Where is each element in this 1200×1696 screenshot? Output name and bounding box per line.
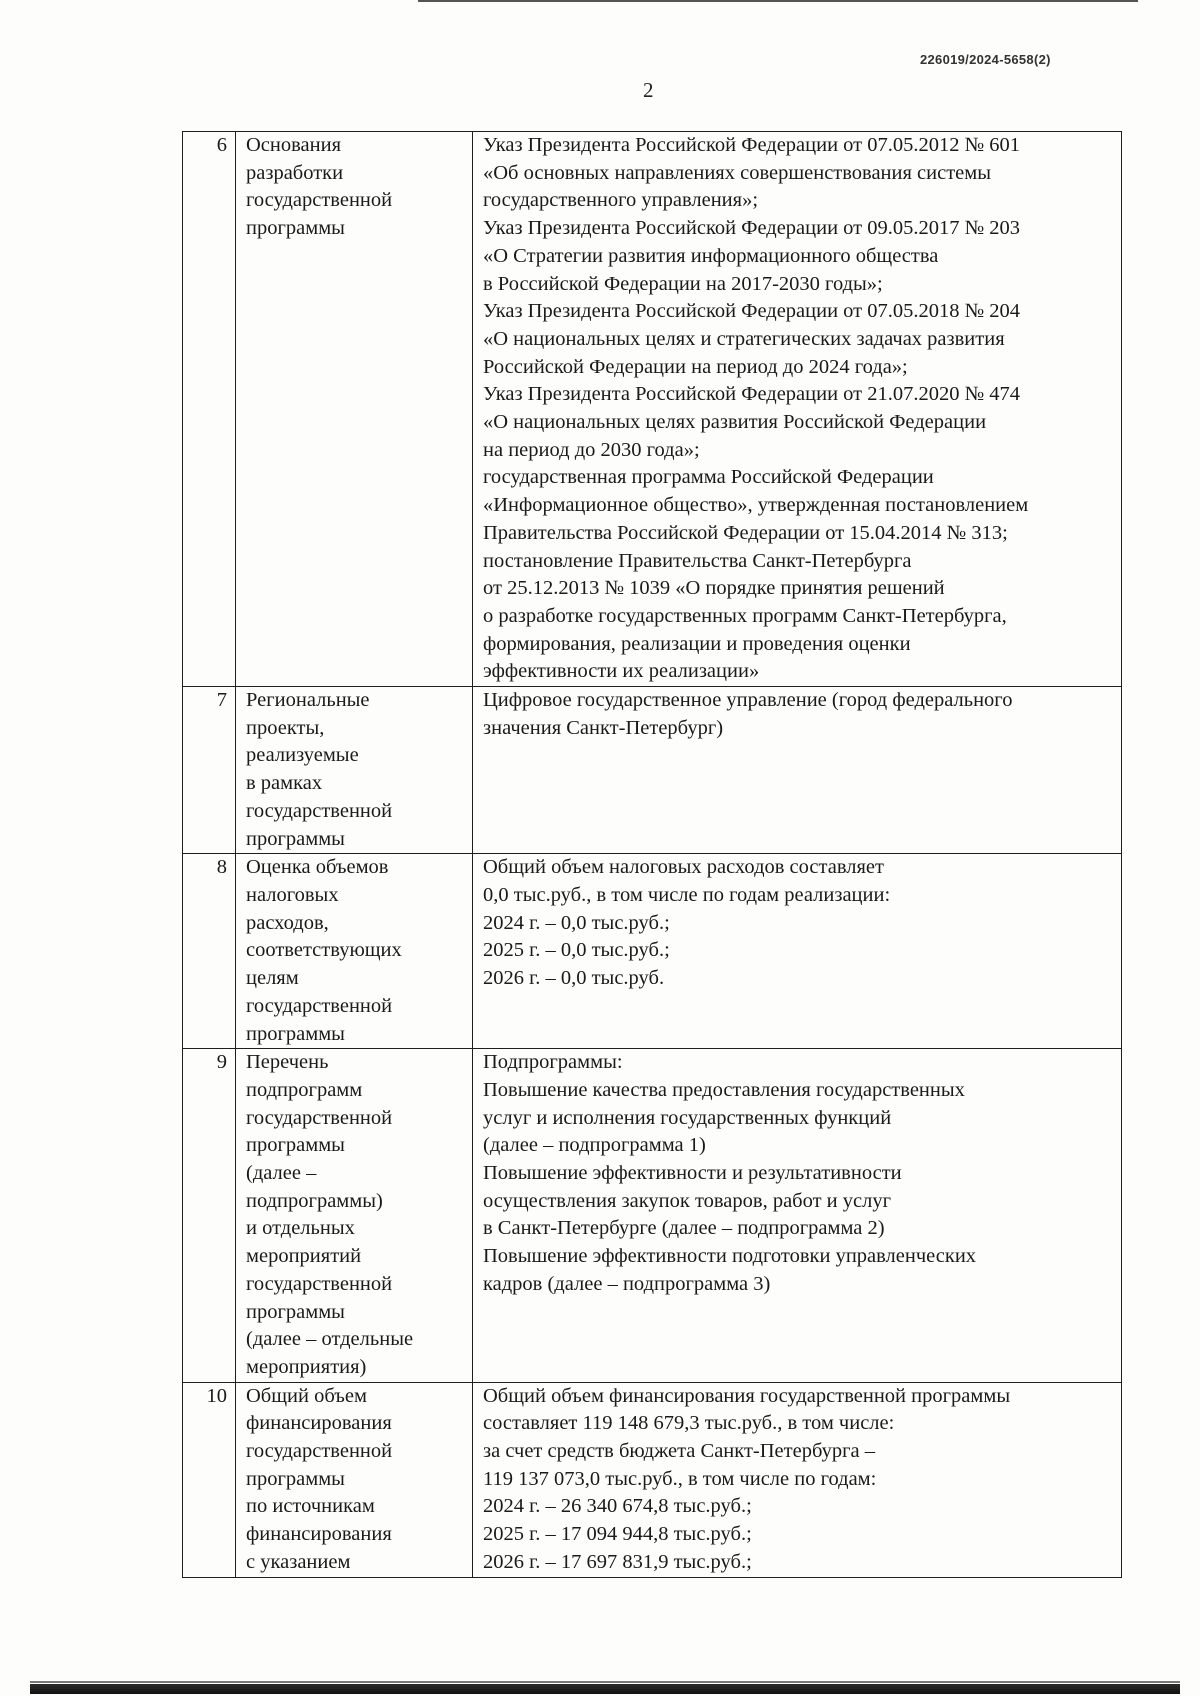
row-content-line: 2025 г. – 0,0 тыс.руб.; <box>483 939 670 962</box>
row-number-cell: 9 <box>183 1049 236 1382</box>
row-name-line: подпрограммы) <box>246 1189 383 1212</box>
table-row <box>183 687 1122 854</box>
row-content-cell <box>473 854 1122 1049</box>
row-name-line: Региональные <box>246 689 370 712</box>
row-content-line: Общий объем финансирования государственной программы <box>483 1384 1011 1407</box>
row-content-line: Указ Президента Российской Федерации от 21.07.2020 № 474 <box>483 383 1021 406</box>
row-content-cell <box>473 1382 1122 1577</box>
row-name-line: Оценка объемов <box>246 856 389 879</box>
row-name-cell <box>236 854 473 1049</box>
row-name-line: мероприятия) <box>246 1355 367 1378</box>
row-content-line: кадров (далее – подпрограмма 3) <box>483 1272 771 1295</box>
row-content-line: «О национальных целях и стратегических задачах развития <box>483 327 1005 350</box>
row-name-line: проекты, <box>246 716 325 739</box>
row-name-line: подпрограмм <box>246 1078 363 1101</box>
row-content-line: формирования, реализации и проведения оценки <box>483 632 911 655</box>
row-name-line: разработки <box>246 161 344 184</box>
row-name-line: целям <box>246 967 299 990</box>
row-content-line: 2025 г. – 17 094 944,8 тыс.руб.; <box>483 1523 752 1546</box>
row-name-line: финансирования <box>246 1523 392 1546</box>
row-name-line: налоговых <box>246 883 339 906</box>
scan-bottom-edge <box>30 1684 1180 1694</box>
row-content-line: постановление Правительства Санкт-Петербурга <box>483 549 912 572</box>
row-name-line: с указанием <box>246 1550 351 1573</box>
row-content-line: о разработке государственных программ Санкт-Петербурга, <box>483 604 1007 627</box>
row-content-line: Указ Президента Российской Федерации от 07.05.2018 № 204 <box>483 300 1021 323</box>
passport-table-body <box>183 132 1122 1578</box>
row-name-line: (далее – отдельные <box>246 1328 414 1351</box>
row-content-line: Российской Федерации на период до 2024 года»; <box>483 355 908 378</box>
row-number-cell: 8 <box>183 854 236 1049</box>
program-passport-table <box>182 131 1122 1578</box>
row-name-line: расходов, <box>246 911 329 934</box>
table-row <box>183 1382 1122 1577</box>
row-content-line: услуг и исполнения государственных функций <box>483 1106 892 1129</box>
scan-top-rule <box>418 0 1138 2</box>
row-name-line: финансирования <box>246 1412 392 1435</box>
row-name-line: Основания <box>246 134 342 156</box>
row-content-line: Подпрограммы: <box>483 1051 623 1074</box>
row-name-line: государственной <box>246 189 393 212</box>
row-content-line: (далее – подпрограмма 1) <box>483 1134 706 1157</box>
row-content-cell <box>473 132 1122 687</box>
row-content-cell <box>473 687 1122 854</box>
row-name-line: Общий объем <box>246 1384 367 1407</box>
page-number: 2 <box>643 78 654 102</box>
row-name-line: реализуемые <box>246 744 359 767</box>
row-name-line: и отдельных <box>246 1217 355 1240</box>
row-name-line: программы <box>246 1300 345 1323</box>
row-name-line: программы <box>246 827 345 850</box>
row-content-line: 2024 г. – 0,0 тыс.руб.; <box>483 911 670 934</box>
row-content-line: Указ Президента Российской Федерации от 07.05.2012 № 601 <box>483 134 1021 156</box>
row-number-cell: 10 <box>183 1382 236 1577</box>
row-content-line: эффективности их реализации» <box>483 660 760 683</box>
row-name-line: государственной <box>246 1440 393 1463</box>
scan-bottom-thin-rule <box>30 1681 1180 1683</box>
row-content-line: «Об основных направлениях совершенствования системы <box>483 161 992 184</box>
row-content-line: Повышение качества предоставления государственных <box>483 1078 965 1101</box>
row-content-line: за счет средств бюджета Санкт-Петербурга – <box>483 1440 875 1463</box>
row-name-line: программы <box>246 1467 345 1490</box>
row-name-cell <box>236 132 473 687</box>
table-row <box>183 854 1122 1049</box>
row-name-cell <box>236 1049 473 1382</box>
row-name-line: программы <box>246 1022 345 1045</box>
row-number-cell: 7 <box>183 687 236 854</box>
document-registration-number: 226019/2024-5658(2) <box>920 52 1051 67</box>
row-content-cell <box>473 1049 1122 1382</box>
table-row <box>183 1049 1122 1382</box>
row-content-line: 0,0 тыс.руб., в том числе по годам реализации: <box>483 883 891 906</box>
row-name-line: государственной <box>246 1106 393 1129</box>
row-name-line: соответствующих <box>246 939 402 962</box>
row-content-line: «Информационное общество», утвержденная постановлением <box>483 494 1029 517</box>
row-name-line: государственной <box>246 799 393 822</box>
row-content-line: «О Стратегии развития информационного общества <box>483 244 939 267</box>
row-name-line: Перечень <box>246 1051 329 1074</box>
row-name-line: (далее – <box>246 1162 317 1185</box>
row-name-line: государственной <box>246 994 393 1017</box>
row-content-line: в Российской Федерации на 2017-2030 годы»; <box>483 272 883 295</box>
row-name-line: в рамках <box>246 772 323 795</box>
row-content-line: Повышение эффективности и результативности <box>483 1162 902 1185</box>
row-content-line: Общий объем налоговых расходов составляет <box>483 856 884 879</box>
row-content-line: в Санкт-Петербурге (далее – подпрограмма 2) <box>483 1217 885 1240</box>
row-content-line: государственная программа Российской Федерации <box>483 466 934 489</box>
row-name-line: программы <box>246 1134 345 1157</box>
row-name-line: государственной <box>246 1272 393 1295</box>
row-name-line: мероприятий <box>246 1245 362 1268</box>
row-content-line: 2024 г. – 26 340 674,8 тыс.руб.; <box>483 1495 752 1518</box>
row-content-line: от 25.12.2013 № 1039 «О порядке принятия решений <box>483 577 945 600</box>
row-number-cell: 6 <box>183 132 236 687</box>
row-content-line: Указ Президента Российской Федерации от 09.05.2017 № 203 <box>483 217 1021 240</box>
row-content-line: Цифровое государственное управление (город федерального <box>483 689 1013 712</box>
row-content-line: осуществления закупок товаров, работ и услуг <box>483 1189 891 1212</box>
row-content-line: Повышение эффективности подготовки управленческих <box>483 1245 977 1268</box>
row-content-line: 119 137 073,0 тыс.руб., в том числе по годам: <box>483 1467 877 1490</box>
row-content-line: 2026 г. – 0,0 тыс.руб. <box>483 967 665 990</box>
row-content-line: государственного управления»; <box>483 189 759 212</box>
table-row <box>183 132 1122 687</box>
row-content-line: составляет 119 148 679,3 тыс.руб., в том числе: <box>483 1412 895 1435</box>
row-content-line: значения Санкт-Петербург) <box>483 716 724 739</box>
row-content-line: на период до 2030 года»; <box>483 438 700 461</box>
row-content-line: 2026 г. – 17 697 831,9 тыс.руб.; <box>483 1550 752 1573</box>
row-name-cell <box>236 687 473 854</box>
row-content-line: Правительства Российской Федерации от 15.04.2014 № 313; <box>483 521 1008 544</box>
row-name-cell <box>236 1382 473 1577</box>
row-name-line: программы <box>246 217 345 240</box>
row-name-line: по источникам <box>246 1495 375 1518</box>
row-content-line: «О национальных целях развития Российской Федерации <box>483 411 987 434</box>
